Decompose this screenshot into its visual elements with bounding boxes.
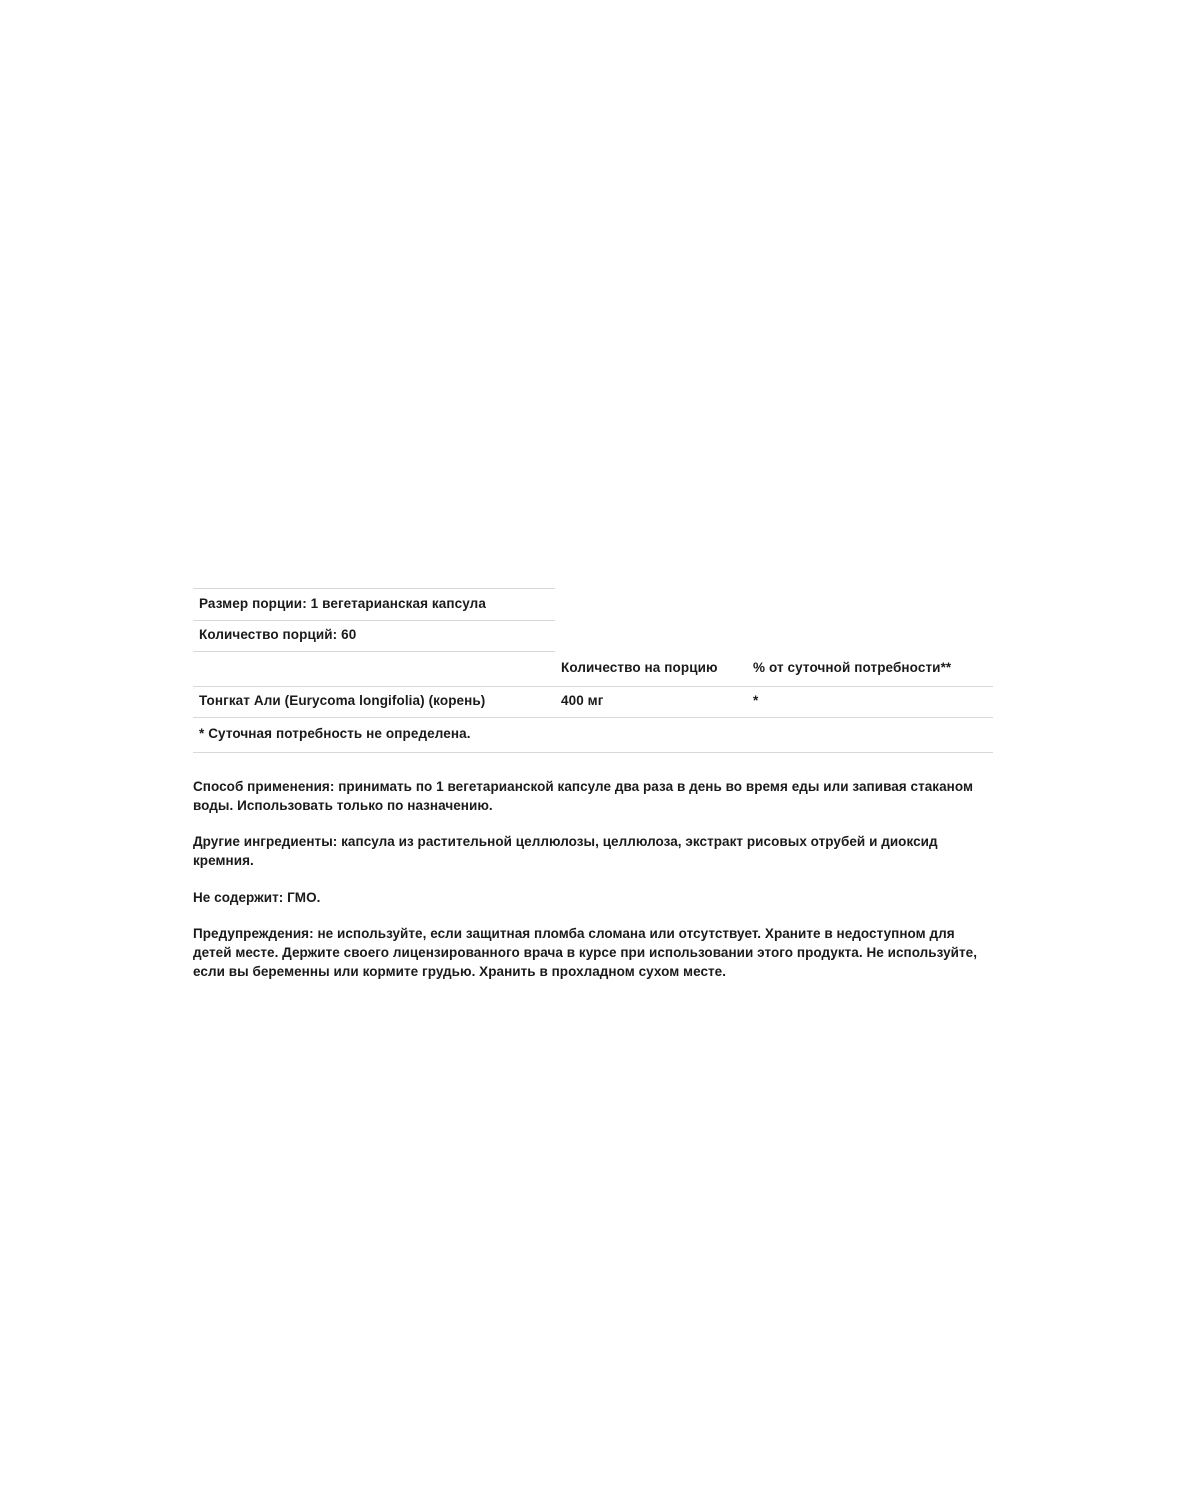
ingredient-name: Тонгкат Али (Eurycoma longifolia) (корень) [199,693,486,709]
footnote-row [193,718,993,753]
column-header-name [193,652,555,670]
directions-text: Способ применения: принимать по 1 вегетарианской капсуле два раза в день во время еды или запивая стаканом воды. Использовать только по назначению. [193,778,974,814]
serving-size-row [193,589,993,621]
column-header-amount: Количество на порцию [561,660,718,676]
supplement-facts-table [193,588,993,753]
ingredient-daily-value: * [753,693,759,709]
free-from-text: Не содержит: ГМО. [193,889,321,905]
warnings-text: Предупреждения: не используйте, если защитная пломба сломана или отсутствует. Храните в недоступном для детей месте. Держите своего лицензированного врача в курсе при использовании этого продукта. Не используйте, если вы беременны или кормите грудью. Хранить в прохладном сухом месте. [193,925,978,979]
product-info-text [193,777,989,981]
other-ingredients-text: Другие ингредиенты: капсула из растительной целлюлозы, целлюлоза, экстракт рисовых отрубей и диоксид кремния. [193,834,938,869]
serving-size-label: Размер порции: 1 вегетарианская капсула [199,596,486,611]
table-header-row [193,651,993,686]
supplement-facts-panel [193,588,993,981]
servings-per-container-label: Количество порций: 60 [199,626,357,642]
table-row [193,687,993,718]
daily-value-footnote: * Суточная потребность не определена. [199,726,471,741]
servings-per-container-row [193,620,993,651]
ingredient-amount: 400 мг [561,693,604,709]
column-header-daily-value: % от суточной потребности** [753,660,952,676]
